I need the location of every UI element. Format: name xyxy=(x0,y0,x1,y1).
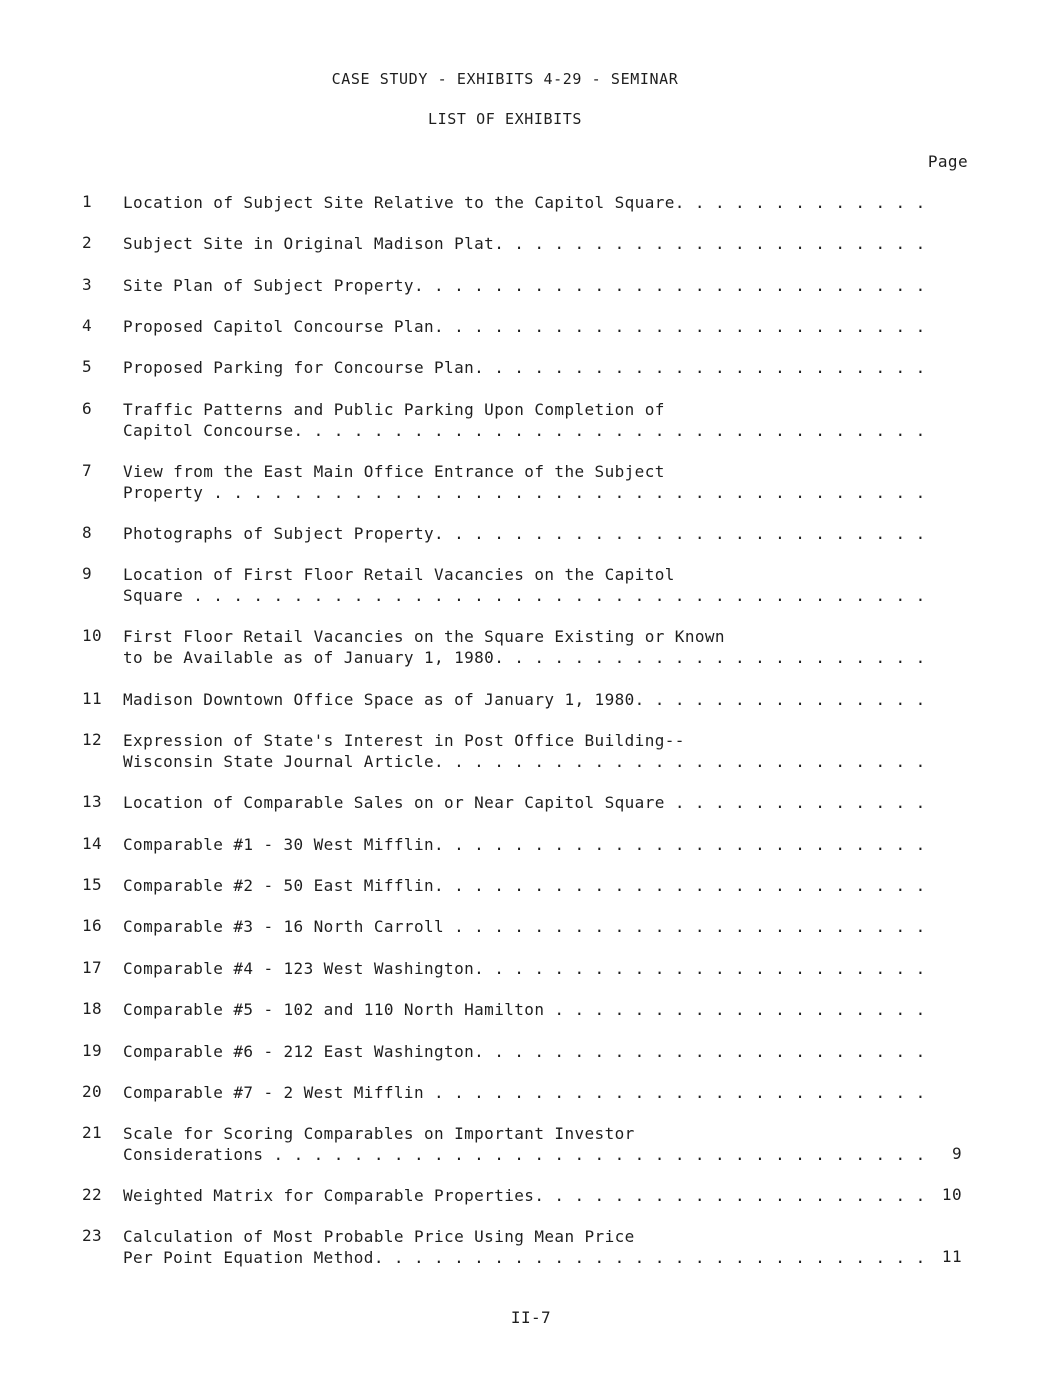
exhibit-title xyxy=(123,233,923,254)
exhibit-title-line: Square . . . xyxy=(123,585,923,606)
exhibit-title-line: Subject Site in Original Madison Plat. . . . xyxy=(123,233,923,254)
exhibit-number: 19 xyxy=(82,1041,103,1060)
exhibit-number: 22 xyxy=(82,1185,103,1204)
exhibit-title xyxy=(123,192,923,213)
exhibit-number: 15 xyxy=(82,875,103,894)
exhibit-title xyxy=(123,834,923,855)
exhibit-title-line: Madison Downtown Office Space as of January 1, 1980. . . . xyxy=(123,689,923,710)
exhibit-title-line: Expression of State's Interest in Post Office Building-- xyxy=(123,731,685,750)
exhibit-title xyxy=(123,626,923,668)
exhibit-title-line: Wisconsin State Journal Article. . . . xyxy=(123,751,923,772)
exhibit-number: 17 xyxy=(82,958,103,977)
exhibit-title xyxy=(123,875,923,896)
document-title: CASE STUDY - EXHIBITS 4-29 - SEMINAR xyxy=(331,70,679,88)
exhibit-title-line: Capitol Concourse. . . . xyxy=(123,420,923,441)
exhibit-title xyxy=(123,689,923,710)
exhibit-number: 21 xyxy=(82,1123,103,1142)
exhibit-title-line: Comparable #2 - 50 East Mifflin. . . . xyxy=(123,875,923,896)
exhibit-title-line: Proposed Parking for Concourse Plan. . . . xyxy=(123,357,923,378)
exhibit-title xyxy=(123,916,923,937)
exhibit-title xyxy=(123,730,923,772)
exhibit-title-line: Property . . . xyxy=(123,482,923,503)
exhibit-title-line: Per Point Equation Method. . . . xyxy=(123,1247,923,1268)
exhibit-title-line: Weighted Matrix for Comparable Properties. . . . xyxy=(123,1185,923,1206)
exhibit-title xyxy=(123,1082,923,1103)
exhibit-title-line: Scale for Scoring Comparables on Important Investor xyxy=(123,1124,635,1143)
exhibit-number: 12 xyxy=(82,730,103,749)
exhibit-number: 3 xyxy=(82,275,93,294)
exhibit-page-number: 10 xyxy=(941,1185,962,1204)
exhibit-title-line: Considerations . . . xyxy=(123,1144,923,1165)
exhibit-number: 6 xyxy=(82,399,93,418)
exhibit-title-line: Site Plan of Subject Property. . . . xyxy=(123,275,923,296)
exhibit-title-line: First Floor Retail Vacancies on the Square Existing or Known xyxy=(123,627,725,646)
exhibit-title-line: Location of Comparable Sales on or Near Capitol Square . . . xyxy=(123,792,923,813)
exhibit-number: 4 xyxy=(82,316,93,335)
exhibit-title-line: Comparable #6 - 212 East Washington. . . . xyxy=(123,1041,923,1062)
exhibit-number: 10 xyxy=(82,626,103,645)
exhibit-number: 23 xyxy=(82,1226,103,1245)
page-number: II-7 xyxy=(510,1308,552,1327)
exhibit-page-number: 9 xyxy=(951,1144,962,1163)
exhibit-title-line: Location of First Floor Retail Vacancies on the Capitol xyxy=(123,565,675,584)
exhibit-number: 13 xyxy=(82,792,103,811)
exhibit-title xyxy=(123,1041,923,1062)
exhibit-number: 11 xyxy=(82,689,103,708)
exhibit-title-line: Comparable #5 - 102 and 110 North Hamilton . . . xyxy=(123,999,923,1020)
exhibit-title xyxy=(123,399,923,441)
exhibit-number: 2 xyxy=(82,233,93,252)
exhibit-number: 14 xyxy=(82,834,103,853)
exhibit-title xyxy=(123,316,923,337)
exhibit-number: 1 xyxy=(82,192,93,211)
exhibit-title-line: Photographs of Subject Property. . . . xyxy=(123,523,923,544)
exhibit-title-line: Comparable #1 - 30 West Mifflin. . . . xyxy=(123,834,923,855)
exhibit-title-line: Proposed Capitol Concourse Plan. . . . xyxy=(123,316,923,337)
exhibit-title-line: to be Available as of January 1, 1980. . . . xyxy=(123,647,923,668)
exhibit-number: 16 xyxy=(82,916,103,935)
exhibit-number: 8 xyxy=(82,523,93,542)
exhibit-title xyxy=(123,999,923,1020)
exhibit-title xyxy=(123,523,923,544)
exhibit-title xyxy=(123,357,923,378)
exhibit-title xyxy=(123,275,923,296)
exhibit-title-line: Comparable #7 - 2 West Mifflin . . . xyxy=(123,1082,923,1103)
exhibit-title-line: Location of Subject Site Relative to the Capitol Square. . . . xyxy=(123,192,923,213)
exhibit-title xyxy=(123,1123,923,1165)
exhibit-number: 7 xyxy=(82,461,93,480)
exhibit-title-line: View from the East Main Office Entrance of the Subject xyxy=(123,462,665,481)
exhibit-title-line: Traffic Patterns and Public Parking Upon Completion of xyxy=(123,400,665,419)
exhibit-number: 20 xyxy=(82,1082,103,1101)
page-column-header: Page xyxy=(927,152,968,171)
exhibit-number: 5 xyxy=(82,357,93,376)
document-subtitle: LIST OF EXHIBITS xyxy=(427,110,583,128)
exhibit-title xyxy=(123,1226,923,1268)
exhibit-number: 18 xyxy=(82,999,103,1018)
exhibit-page-number: 11 xyxy=(941,1247,962,1266)
exhibit-title-line: Comparable #4 - 123 West Washington. . . . xyxy=(123,958,923,979)
exhibit-title-line: Calculation of Most Probable Price Using Mean Price xyxy=(123,1227,635,1246)
exhibit-title-line: Comparable #3 - 16 North Carroll . . . xyxy=(123,916,923,937)
exhibit-title xyxy=(123,792,923,813)
exhibit-number: 9 xyxy=(82,564,93,583)
exhibit-title xyxy=(123,564,923,606)
exhibit-title xyxy=(123,958,923,979)
exhibit-title xyxy=(123,1185,923,1206)
exhibit-title xyxy=(123,461,923,503)
